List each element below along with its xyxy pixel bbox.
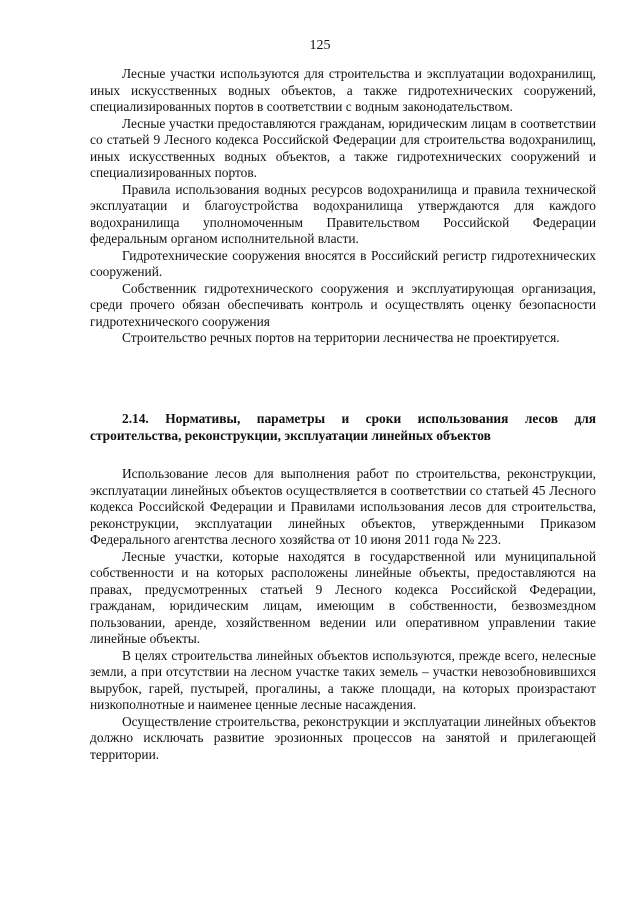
paragraph-forest-plots-provision: Лесные участки предоставляются гражданам, юридическим лицам в соответствии со статьей 9 Лесного кодекса Российской Федерации для строительства водохранилищ, иных искусственных водных объектов, а также гидротехнических сооружений и специализированных портов. [90,115,596,180]
bottom-section [90,466,596,763]
paragraph-river-ports: Строительство речных портов на территории лесничества не проектируется. [122,330,560,345]
paragraph-linear-objects-usage: Использование лесов для выполнения работ по строительства, реконструкции, эксплуатации линейных объектов осуществляется в соответствии со статьей 45 Лесного кодекса Российской Федерации и Правилами использования лесов для строительства, реконструкции, эксплуатации линейных объектов, утвержденными Приказом Федерального агентства лесного хозяйства от 10 июня 2011 года № 223. [90,466,596,547]
top-section [90,66,596,347]
paragraph-erosion: Осуществление строительства, реконструкции и эксплуатации линейных объектов должно исключать развитие эрозионных процессов на занятой и прилегающей территории. [90,713,596,762]
paragraph-forest-plots-usage: Лесные участки используются для строительства и эксплуатации водохранилищ, иных искусственных водных объектов, а также гидротехнических сооружений, специализированных портов в соответствии с водным законодательством. [90,66,596,114]
section-heading-block [90,411,596,444]
paragraph-construction-lands: В целях строительства линейных объектов используются, прежде всего, нелесные земли, а при отсутствии на лесном участке таких земель – участки невозобновившихся вырубок, гарей, пустырей, прогалины, а также площади, на которых произрастают низкополнотные и наименее ценные лесные насаждения. [90,647,596,712]
section-heading: 2.14. Нормативы, параметры и сроки использования лесов для строительства, реконструкции, эксплуатации линейных объектов [90,411,596,443]
page-number: 125 [309,38,331,53]
paragraph-water-rules: Правила использования водных ресурсов водохранилища и правила технической эксплуатации и благоустройства водохранилища утверждаются для каждого водохранилища уполномоченным Правительством Российской Федерации федеральным органом исполнительной власти. [90,181,596,246]
paragraph-linear-objects-plots: Лесные участки, которые находятся в государственной или муниципальной собственности и на которых расположены линейные объекты, предоставляются на правах, предусмотренных статьей 9 Лесного кодекса Российской Федерации, гражданам, юридическим лицам, имеющим в собственности, безвозмездном пользовании, аренде, хозяйственном ведении или оперативном управлении такие линейные объекты. [90,548,596,646]
paragraph-hydro-register: Гидротехнические сооружения вносятся в Российский регистр гидротехнических сооружений. [90,247,596,279]
paragraph-owner-duties: Собственник гидротехнического сооружения и эксплуатирующая организация, среди прочего обязан обеспечивать контроль и осуществлять оценку безопасности гидротехнического сооружения [90,280,596,329]
